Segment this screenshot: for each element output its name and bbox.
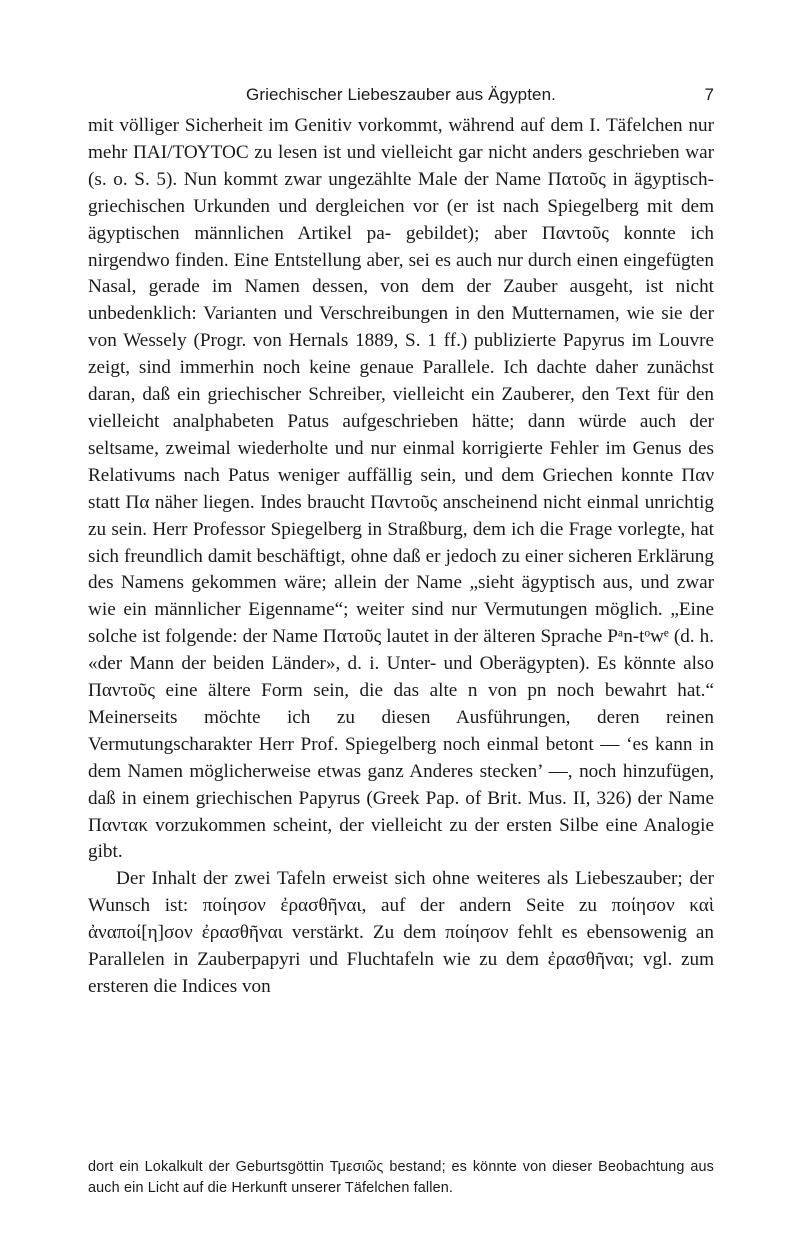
body-text xyxy=(88,113,714,1001)
running-title: Griechischer Liebeszauber aus Ägypten. xyxy=(246,85,556,104)
page-number: 7 xyxy=(704,85,714,104)
running-head xyxy=(88,82,714,108)
footnote: dort ein Lokalkult der Geburtsgöttin Τμεσιῶς bestand; es könnte von dieser Beobachtung aus auch ein Licht auf die Herkunft unserer Täfelchen fallen. xyxy=(88,1159,714,1196)
paragraph-liebeszauber: Der Inhalt der zwei Tafeln erweist sich ohne weiteres als Liebeszauber; der Wunsch ist: ποίησον ἐρασθῆναι, auf der andern Seite zu ποίησον καὶ ἀναποί[η]σον ἐρασθῆναι verstärkt. Zu dem ποίησον fehlt es ebensowenig an Parallelen in Zauberpapyri und Fluchtafeln wie zu dem ἐρασθῆναι; vgl. zum ersteren die Indices von xyxy=(88,868,714,997)
paragraph-continuation: mit völliger Sicherheit im Genitiv vorkommt, während auf dem I. Täfelchen nur mehr ΠΑΙ/ΤΟΥΤΟC zu lesen ist und vielleicht gar nicht anders geschrieben war (s. o. S. 5). Nun kommt zwar ungezählte Male der Name Πατοῦς in ägyptisch-griechischen Urkunden und dergleichen vor (er ist nach Spiegelberg mit dem ägyptischen männlichen Artikel pa- gebildet); aber Παντοῦς konnte ich nirgendwo finden. Eine Entstellung aber, sei es auch nur durch einen eingefügten Nasal, gerade im Namen dessen, von dem der Zauber ausgeht, ist nicht unbedenklich: Varianten und Verschreibungen in den Mutternamen, wie sie der von Wessely (Progr. von Hernals 1889, S. 1 ff.) publizierte Papyrus im Louvre zeigt, sind immerhin noch keine genaue Parallele. Ich dachte daher zunächst daran, daß ein griechischer Schreiber, vielleicht ein Zauberer, den Text für den vielleicht analphabeten Patus aufgeschrieben hätte; dann würde auch der seltsame, zweimal wiederholte und nur einmal korrigierte Fehler im Genus des Relativums nach Patus weniger auffällig sein, und dem Griechen konnte Παν statt Πα näher liegen. Indes braucht Παντοῦς anscheinend nicht einmal unrichtig zu sein. Herr Professor Spiegelberg in Straßburg, dem ich die Frage vorlegte, hat sich freundlich damit beschäftigt, ohne daß er jedoch zu einer sicheren Erklärung des Namens gekommen wäre; allein der Name „sieht ägyptisch aus, und zwar wie ein männlicher Eigenname“; weiter sind nur Vermutungen möglich. „Eine solche ist folgende: der Name Πατοῦς lautet in der älteren Sprache Pᵃn-tᵒwᵉ (d. h. «der Mann der beiden Länder», d. i. Unter- und Oberägypten). Es könnte also Παντοῦς eine ältere Form sein, die das alte n von pn noch bewahrt hat.“ Meinerseits möchte ich zu diesen Ausführungen, deren reinen Vermutungscharakter Herr Prof. Spiegelberg noch einmal betont — ‘es kann in dem Namen möglicherweise etwas ganz Anderes stecken’ —, noch hinzufügen, daß in einem griechischen Papyrus (Greek Pap. of Brit. Mus. II, 326) der Name Παντακ vorzukommen scheint, der vielleicht zu der ersten Silbe eine Analogie gibt. xyxy=(88,115,714,863)
